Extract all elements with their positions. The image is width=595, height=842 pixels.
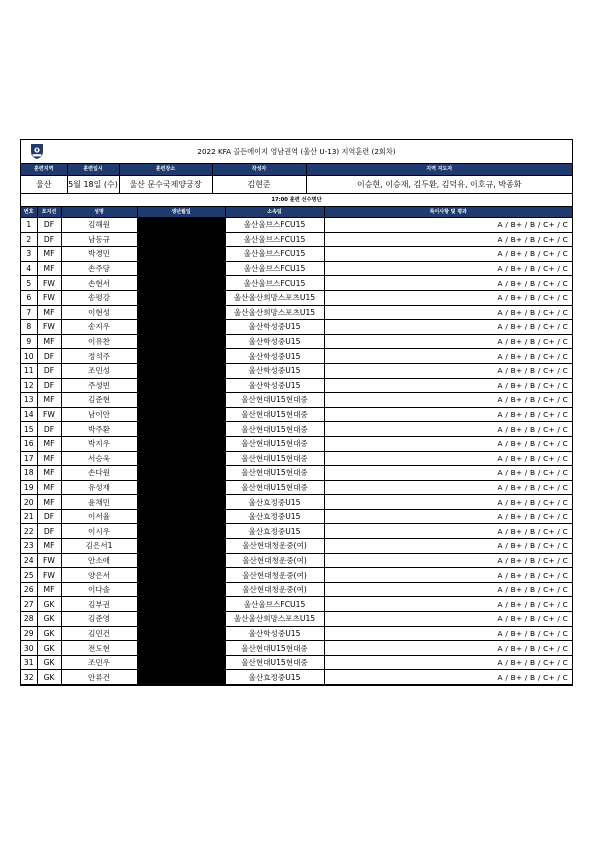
player-grade: A / B+ / B / C+ / C xyxy=(324,334,572,349)
player-birthdate-redacted xyxy=(137,495,225,510)
player-row xyxy=(21,466,572,481)
player-row xyxy=(21,480,572,495)
player-row xyxy=(21,247,572,262)
player-team: 울산울산희망스포츠U15 xyxy=(225,290,324,305)
player-grade: A / B+ / B / C+ / C xyxy=(324,466,572,481)
player-name: 손주당 xyxy=(61,261,137,276)
player-position: FW xyxy=(37,553,61,568)
info-header-coaches: 지역 지도자 xyxy=(306,164,572,176)
player-name: 윤채민 xyxy=(61,495,137,510)
player-position: FW xyxy=(37,320,61,335)
player-team: 울산학성중U15 xyxy=(225,349,324,364)
player-name: 남동규 xyxy=(61,232,137,247)
player-number: 18 xyxy=(21,466,37,481)
player-birthdate-redacted xyxy=(137,218,225,233)
player-grade: A / B+ / B / C+ / C xyxy=(324,524,572,539)
player-name: 남이안 xyxy=(61,407,137,422)
header-number: 번호 xyxy=(21,207,37,218)
player-team: 울산현대U15현대중 xyxy=(225,466,324,481)
player-name: 안류건 xyxy=(61,670,137,685)
player-birthdate-redacted xyxy=(137,524,225,539)
player-team: 울산현대청운중(여) xyxy=(225,539,324,554)
info-venue: 울산 문수국제양궁장 xyxy=(119,176,212,194)
player-row xyxy=(21,232,572,247)
player-position: MF xyxy=(37,247,61,262)
player-number: 9 xyxy=(21,334,37,349)
player-name: 손현서 xyxy=(61,276,137,291)
player-team: 울산학성중U15 xyxy=(225,626,324,641)
player-name: 김부권 xyxy=(61,597,137,612)
player-team: 울산울브스FCU15 xyxy=(225,232,324,247)
player-row xyxy=(21,655,572,670)
player-row xyxy=(21,597,572,612)
player-team: 울산현대U15현대중 xyxy=(225,422,324,437)
player-birthdate-redacted xyxy=(137,539,225,554)
player-row xyxy=(21,451,572,466)
player-birthdate-redacted xyxy=(137,597,225,612)
player-position: MF xyxy=(37,334,61,349)
player-birthdate-redacted xyxy=(137,466,225,481)
header-team: 소속팀 xyxy=(225,207,324,218)
player-name: 조민성 xyxy=(61,363,137,378)
player-name: 이서율 xyxy=(61,509,137,524)
player-row xyxy=(21,349,572,364)
player-team: 울산울브스FCU15 xyxy=(225,218,324,233)
player-number: 14 xyxy=(21,407,37,422)
player-number: 3 xyxy=(21,247,37,262)
document-title: 2022 KFA 골든에이지 영남권역 (울산 U-13) 지역훈련 (2회차) xyxy=(197,147,396,156)
player-team: 울산울브스FCU15 xyxy=(225,276,324,291)
player-grade: A / B+ / B / C+ / C xyxy=(324,261,572,276)
player-grade: A / B+ / B / C+ / C xyxy=(324,626,572,641)
player-birthdate-redacted xyxy=(137,305,225,320)
player-grade: A / B+ / B / C+ / C xyxy=(324,305,572,320)
player-number: 15 xyxy=(21,422,37,437)
player-team: 울산효정중U15 xyxy=(225,670,324,685)
player-grade: A / B+ / B / C+ / C xyxy=(324,597,572,612)
player-birthdate-redacted xyxy=(137,232,225,247)
player-team: 울산현대청운중(여) xyxy=(225,553,324,568)
player-name: 안소애 xyxy=(61,553,137,568)
info-header-date: 훈련일시 xyxy=(67,164,119,176)
player-position: DF xyxy=(37,349,61,364)
info-value-row xyxy=(21,176,572,194)
player-team: 울산현대U15현대중 xyxy=(225,655,324,670)
roster-table xyxy=(21,194,572,685)
player-position: MF xyxy=(37,495,61,510)
player-row xyxy=(21,334,572,349)
player-grade: A / B+ / B / C+ / C xyxy=(324,407,572,422)
player-number: 19 xyxy=(21,480,37,495)
player-row xyxy=(21,436,572,451)
player-number: 20 xyxy=(21,495,37,510)
player-team: 울산학성중U15 xyxy=(225,320,324,335)
player-team: 울산울브스FCU15 xyxy=(225,597,324,612)
player-birthdate-redacted xyxy=(137,247,225,262)
player-team: 울산현대U15현대중 xyxy=(225,393,324,408)
player-grade: A / B+ / B / C+ / C xyxy=(324,290,572,305)
player-team: 울산울브스FCU15 xyxy=(225,247,324,262)
section-title: 17:00 훈련 선수명단 xyxy=(21,194,572,207)
player-row xyxy=(21,363,572,378)
player-birthdate-redacted xyxy=(137,334,225,349)
player-row xyxy=(21,422,572,437)
player-row xyxy=(21,290,572,305)
player-birthdate-redacted xyxy=(137,626,225,641)
player-number: 32 xyxy=(21,670,37,685)
player-name: 서승욱 xyxy=(61,451,137,466)
player-birthdate-redacted xyxy=(137,407,225,422)
roster-header-row xyxy=(21,207,572,218)
player-birthdate-redacted xyxy=(137,612,225,627)
player-grade: A / B+ / B / C+ / C xyxy=(324,349,572,364)
player-name: 주성빈 xyxy=(61,378,137,393)
player-birthdate-redacted xyxy=(137,422,225,437)
player-name: 박경민 xyxy=(61,247,137,262)
player-name: 양은서 xyxy=(61,568,137,583)
player-number: 10 xyxy=(21,349,37,364)
player-position: MF xyxy=(37,393,61,408)
player-number: 8 xyxy=(21,320,37,335)
player-grade: A / B+ / B / C+ / C xyxy=(324,247,572,262)
player-row xyxy=(21,320,572,335)
player-name: 김은서1 xyxy=(61,539,137,554)
player-grade: A / B+ / B / C+ / C xyxy=(324,232,572,247)
player-number: 29 xyxy=(21,626,37,641)
player-position: DF xyxy=(37,232,61,247)
player-grade: A / B+ / B / C+ / C xyxy=(324,480,572,495)
player-number: 6 xyxy=(21,290,37,305)
player-birthdate-redacted xyxy=(137,276,225,291)
player-team: 울산현대U15현대중 xyxy=(225,480,324,495)
player-birthdate-redacted xyxy=(137,553,225,568)
player-birthdate-redacted xyxy=(137,436,225,451)
player-number: 23 xyxy=(21,539,37,554)
player-number: 2 xyxy=(21,232,37,247)
player-position: MF xyxy=(37,451,61,466)
player-position: FW xyxy=(37,276,61,291)
player-position: FW xyxy=(37,290,61,305)
player-row xyxy=(21,305,572,320)
player-name: 이시우 xyxy=(61,524,137,539)
player-birthdate-redacted xyxy=(137,641,225,656)
player-team: 울산현대U15현대중 xyxy=(225,641,324,656)
player-row xyxy=(21,495,572,510)
player-name: 김준현 xyxy=(61,393,137,408)
player-birthdate-redacted xyxy=(137,451,225,466)
player-birthdate-redacted xyxy=(137,261,225,276)
player-team: 울산학성중U15 xyxy=(225,378,324,393)
player-grade: A / B+ / B / C+ / C xyxy=(324,568,572,583)
player-name: 이현성 xyxy=(61,305,137,320)
player-position: GK xyxy=(37,655,61,670)
player-number: 28 xyxy=(21,612,37,627)
player-team: 울산학성중U15 xyxy=(225,363,324,378)
header-name: 성명 xyxy=(61,207,137,218)
player-position: FW xyxy=(37,407,61,422)
player-birthdate-redacted xyxy=(137,509,225,524)
player-team: 울산학성중U15 xyxy=(225,334,324,349)
player-row xyxy=(21,670,572,685)
player-row xyxy=(21,626,572,641)
player-position: MF xyxy=(37,466,61,481)
player-number: 13 xyxy=(21,393,37,408)
info-header-venue: 훈련장소 xyxy=(119,164,212,176)
player-position: DF xyxy=(37,422,61,437)
player-row xyxy=(21,393,572,408)
player-position: DF xyxy=(37,524,61,539)
player-birthdate-redacted xyxy=(137,670,225,685)
player-grade: A / B+ / B / C+ / C xyxy=(324,495,572,510)
player-number: 12 xyxy=(21,378,37,393)
player-row xyxy=(21,261,572,276)
player-position: GK xyxy=(37,612,61,627)
player-number: 7 xyxy=(21,305,37,320)
player-grade: A / B+ / B / C+ / C xyxy=(324,276,572,291)
player-team: 울산현대U15현대중 xyxy=(225,451,324,466)
player-position: DF xyxy=(37,509,61,524)
player-name: 이유찬 xyxy=(61,334,137,349)
roster-body xyxy=(21,218,572,685)
player-grade: A / B+ / B / C+ / C xyxy=(324,218,572,233)
player-birthdate-redacted xyxy=(137,290,225,305)
player-position: FW xyxy=(37,568,61,583)
player-grade: A / B+ / B / C+ / C xyxy=(324,670,572,685)
player-birthdate-redacted xyxy=(137,480,225,495)
player-position: GK xyxy=(37,670,61,685)
player-number: 26 xyxy=(21,582,37,597)
player-row xyxy=(21,407,572,422)
player-name: 손다원 xyxy=(61,466,137,481)
training-sheet xyxy=(20,139,573,686)
player-birthdate-redacted xyxy=(137,568,225,583)
player-position: MF xyxy=(37,582,61,597)
info-coaches: 이승현, 이승재, 김두환, 김덕유, 이호규, 박종화 xyxy=(306,176,572,194)
player-birthdate-redacted xyxy=(137,349,225,364)
player-grade: A / B+ / B / C+ / C xyxy=(324,393,572,408)
player-position: MF xyxy=(37,261,61,276)
player-grade: A / B+ / B / C+ / C xyxy=(324,641,572,656)
player-team: 울산효정중U15 xyxy=(225,495,324,510)
player-number: 21 xyxy=(21,509,37,524)
info-header-row xyxy=(21,164,572,176)
player-team: 울산현대U15현대중 xyxy=(225,436,324,451)
info-author: 김현준 xyxy=(212,176,306,194)
player-birthdate-redacted xyxy=(137,363,225,378)
player-position: MF xyxy=(37,436,61,451)
player-grade: A / B+ / B / C+ / C xyxy=(324,612,572,627)
section-title-row xyxy=(21,194,572,207)
player-birthdate-redacted xyxy=(137,378,225,393)
player-position: MF xyxy=(37,305,61,320)
player-row xyxy=(21,582,572,597)
player-team: 울산울산희망스포츠U15 xyxy=(225,612,324,627)
player-name: 김준영 xyxy=(61,612,137,627)
player-position: GK xyxy=(37,626,61,641)
player-grade: A / B+ / B / C+ / C xyxy=(324,539,572,554)
player-team: 울산효정중U15 xyxy=(225,509,324,524)
player-position: GK xyxy=(37,641,61,656)
player-name: 송지우 xyxy=(61,320,137,335)
player-position: MF xyxy=(37,480,61,495)
player-row xyxy=(21,378,572,393)
player-number: 5 xyxy=(21,276,37,291)
player-row xyxy=(21,524,572,539)
player-number: 31 xyxy=(21,655,37,670)
player-position: MF xyxy=(37,539,61,554)
info-date: 5월 18일 (수) xyxy=(67,176,119,194)
info-header-author: 작성자 xyxy=(212,164,306,176)
player-name: 김민건 xyxy=(61,626,137,641)
player-grade: A / B+ / B / C+ / C xyxy=(324,320,572,335)
header-birthdate: 생년월일 xyxy=(137,207,225,218)
player-row xyxy=(21,218,572,233)
player-team: 울산효정중U15 xyxy=(225,524,324,539)
player-number: 22 xyxy=(21,524,37,539)
player-grade: A / B+ / B / C+ / C xyxy=(324,655,572,670)
player-name: 정석주 xyxy=(61,349,137,364)
player-row xyxy=(21,539,572,554)
player-position: DF xyxy=(37,378,61,393)
player-number: 4 xyxy=(21,261,37,276)
player-position: GK xyxy=(37,597,61,612)
player-number: 17 xyxy=(21,451,37,466)
player-grade: A / B+ / B / C+ / C xyxy=(324,422,572,437)
player-grade: A / B+ / B / C+ / C xyxy=(324,436,572,451)
player-team: 울산울브스FCU15 xyxy=(225,261,324,276)
player-name: 전도현 xyxy=(61,641,137,656)
player-grade: A / B+ / B / C+ / C xyxy=(324,553,572,568)
player-name: 박지우 xyxy=(61,436,137,451)
player-team: 울산현대청운중(여) xyxy=(225,568,324,583)
player-birthdate-redacted xyxy=(137,582,225,597)
player-birthdate-redacted xyxy=(137,320,225,335)
player-grade: A / B+ / B / C+ / C xyxy=(324,451,572,466)
player-name: 김해원 xyxy=(61,218,137,233)
player-grade: A / B+ / B / C+ / C xyxy=(324,509,572,524)
player-number: 27 xyxy=(21,597,37,612)
player-position: DF xyxy=(37,218,61,233)
player-name: 이다솔 xyxy=(61,582,137,597)
player-birthdate-redacted xyxy=(137,393,225,408)
player-number: 25 xyxy=(21,568,37,583)
player-grade: A / B+ / B / C+ / C xyxy=(324,582,572,597)
player-row xyxy=(21,509,572,524)
player-number: 11 xyxy=(21,363,37,378)
player-number: 1 xyxy=(21,218,37,233)
player-row xyxy=(21,641,572,656)
player-name: 송평강 xyxy=(61,290,137,305)
player-name: 유성재 xyxy=(61,480,137,495)
player-name: 박주환 xyxy=(61,422,137,437)
player-row xyxy=(21,612,572,627)
player-grade: A / B+ / B / C+ / C xyxy=(324,363,572,378)
player-team: 울산현대U15현대중 xyxy=(225,407,324,422)
player-number: 16 xyxy=(21,436,37,451)
player-name: 조민우 xyxy=(61,655,137,670)
player-birthdate-redacted xyxy=(137,655,225,670)
player-row xyxy=(21,276,572,291)
training-info-table xyxy=(21,164,572,194)
player-number: 30 xyxy=(21,641,37,656)
info-header-region: 훈련지역 xyxy=(21,164,67,176)
title-row xyxy=(21,140,572,164)
player-team: 울산현대청운중(여) xyxy=(225,582,324,597)
header-position: 포지션 xyxy=(37,207,61,218)
player-team: 울산울산희망스포츠U15 xyxy=(225,305,324,320)
player-row xyxy=(21,568,572,583)
player-grade: A / B+ / B / C+ / C xyxy=(324,378,572,393)
player-position: DF xyxy=(37,363,61,378)
header-evaluation: 특이사항 및 평과 xyxy=(324,207,572,218)
player-row xyxy=(21,553,572,568)
info-region: 울산 xyxy=(21,176,67,194)
player-number: 24 xyxy=(21,553,37,568)
